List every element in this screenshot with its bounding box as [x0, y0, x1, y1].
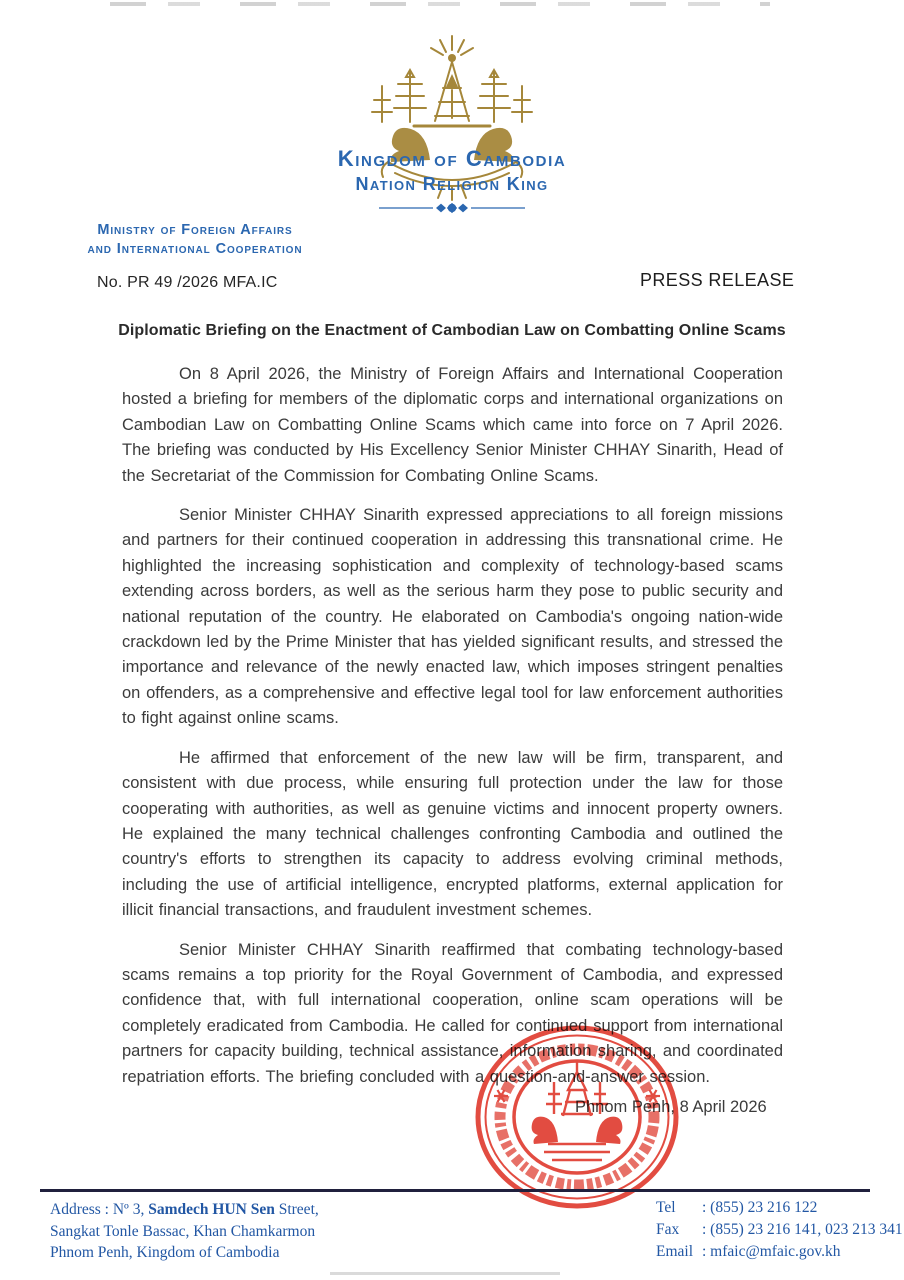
ornament-divider-icon [377, 201, 527, 213]
ministry-line2: and International Cooperation [87, 241, 303, 257]
reference-number: No. PR 49 /2026 MFA.IC [97, 274, 278, 291]
scan-artifact-top [110, 2, 770, 6]
paragraph-3: He affirmed that enforcement of the new law will be firm, transparent, and consistent with due process, while ensuring full protection under the law for those cooperating with authorities, as well as genuine victims and innocent property owners. He explained the many technical challenges confronting Cambodia and outlined the country's efforts to strengthen its capacity to address evolving criminal methods, including the use of artificial intelligence, encrypted platforms, external application for illicit financial transactions, and fraudulent investment schemes. [122, 748, 783, 920]
fax-value: : (855) 23 216 141, 023 213 341 [702, 1221, 903, 1238]
footer-divider [40, 1189, 870, 1192]
address-line3: Phnom Penh, Kingdom of Cambodia [50, 1244, 280, 1261]
address-line2: Sangkat Tonle Bassac, Khan Chamkarmon [50, 1222, 316, 1240]
ministry-seal-stamp-icon [474, 1024, 680, 1210]
address-line1-bold: Samdech HUN Sen [148, 1201, 275, 1218]
scan-artifact-bottom [330, 1272, 560, 1275]
document-title: Diplomatic Briefing on the Enactment of Cambodian Law on Combatting Online Scams [118, 322, 786, 339]
footer-address [50, 1199, 319, 1264]
dateline: Phnom Penh, 8 April 2026 [575, 1098, 767, 1116]
tel-label: Tel [656, 1199, 676, 1216]
address-line1-pre: Address : Nº 3, [50, 1201, 149, 1218]
tel-value: : (855) 23 216 122 [702, 1199, 818, 1216]
email-row [656, 1241, 903, 1263]
fax-row [656, 1219, 903, 1241]
address-line1-post: Street, [274, 1201, 319, 1218]
press-release-label: PRESS RELEASE [640, 270, 795, 290]
ministry-name [28, 221, 362, 259]
tel-row [656, 1197, 903, 1219]
paragraph-4: Senior Minister CHHAY Sinarith reaffirmed that combating technology-based scams remains a top priority for the Royal Government of Cambodia, and expressed confidence that, with full international cooperation, online scam operations will be completely eradicated from Cambodia. He called for continued support from international partners for capacity building, technical assistance, information sharing, and coordinated repatriation efforts. The briefing concluded with a question-and-answer session. [122, 940, 783, 1086]
email-label: Email [656, 1243, 694, 1260]
fax-label: Fax [656, 1221, 680, 1238]
paragraph-1: On 8 April 2026, the Ministry of Foreign Affairs and International Cooperation hosted a briefing for members of the diplomatic corps and international organizations on Cambodian Law on Combatting Online Scams which came into force on 7 April 2026. The briefing was conducted by His Excellency Senior Minister CHHAY Sinarith, Head of the Secretariat of the Commission for Combating Online Scams. [122, 365, 783, 485]
email-value: : mfaic@mfaic.gov.kh [702, 1243, 841, 1260]
kingdom-title: Kingdom of Cambodia [337, 146, 567, 171]
footer-contacts [656, 1197, 903, 1263]
document-body [122, 362, 783, 1104]
address-line1 [50, 1199, 319, 1221]
ministry-line1: Ministry of Foreign Affairs [97, 222, 293, 238]
paragraph-2: Senior Minister CHHAY Sinarith expressed appreciations to all foreign missions and partners for their continued cooperation in addressing this transnational crime. He highlighted the increasing sophistication and complexity of technology-based scams extending across borders, as well as the serious harm they pose to public security and national reputation of the country. He elaborated on Cambodia's ongoing nation-wide crackdown led by the Prime Minister that has yielded significant results, and stressed the importance and relevance of the newly enacted law, which imposes stringent penalties on offenders, as a comprehensive and effective legal tool for law enforcement authorities to fight against online scams. [122, 506, 783, 728]
national-motto: Nation Religion King [355, 174, 549, 194]
